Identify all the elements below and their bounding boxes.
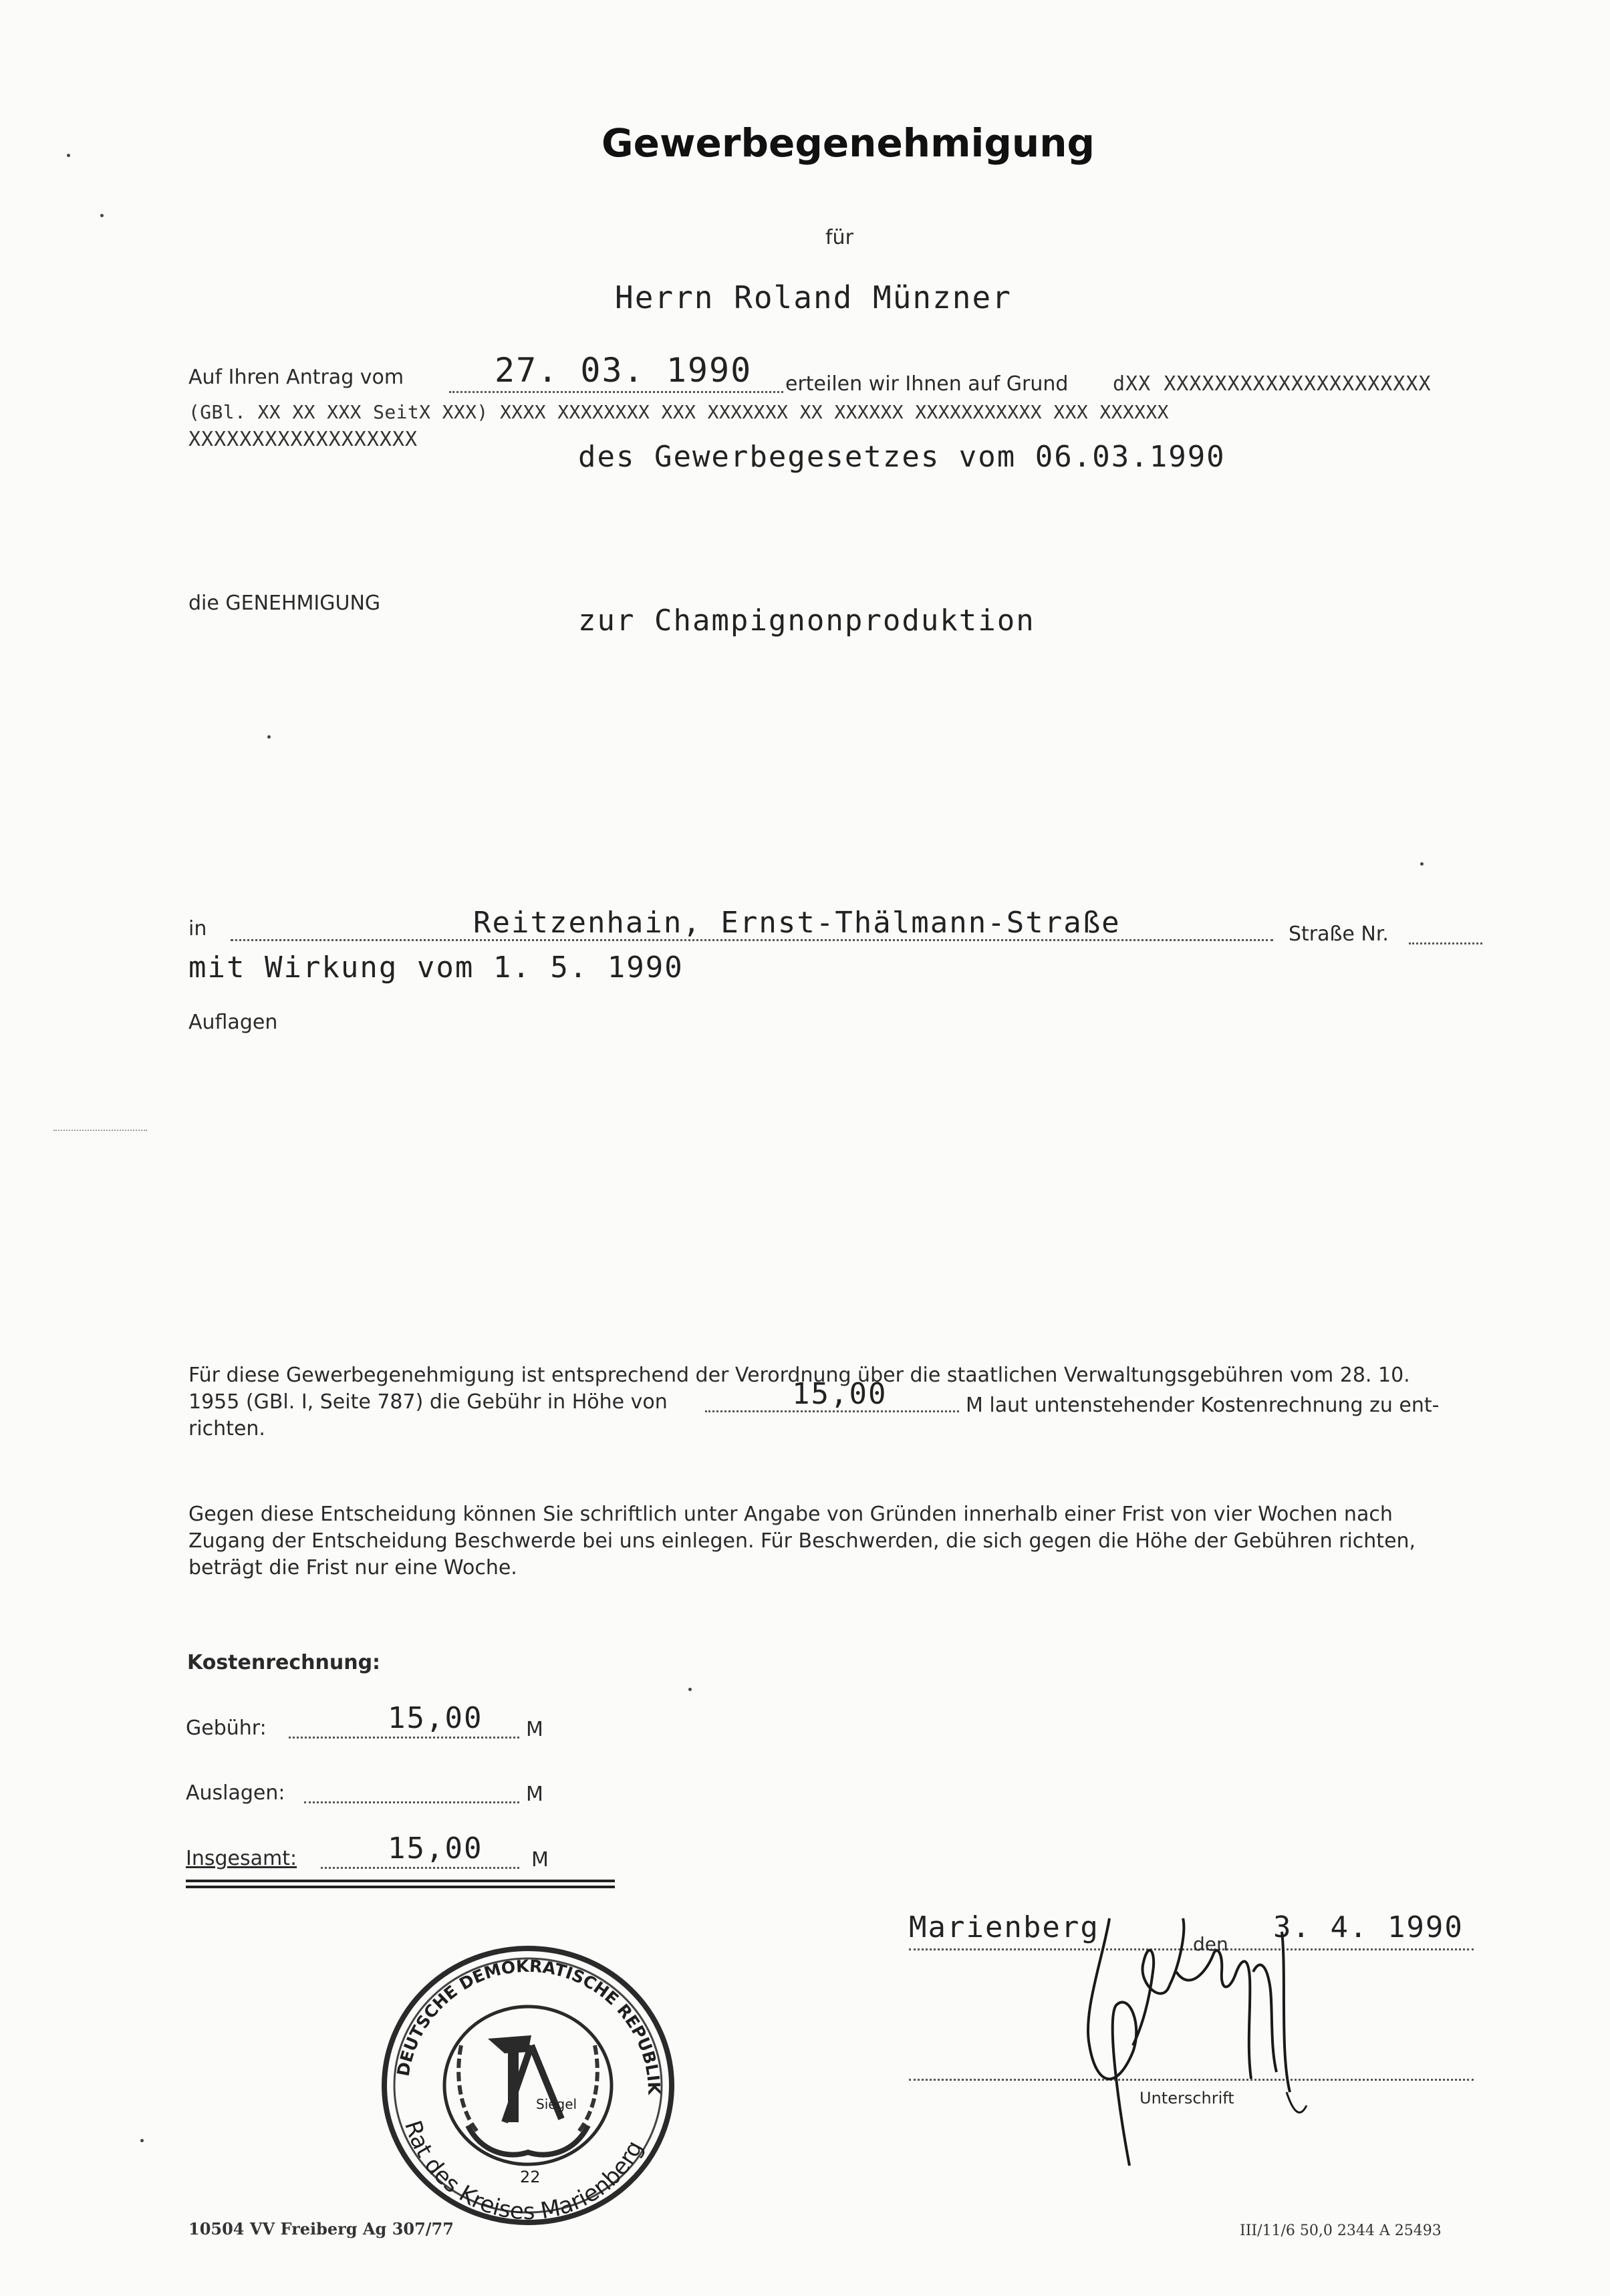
fee-amount: 15,00 <box>792 1377 888 1411</box>
appeal-paragraph-line-3: beträgt die Frist nur eine Woche. <box>188 1556 517 1579</box>
seal-top-text: DEUTSCHE DEMOKRATISCHE REPUBLIK <box>393 1956 664 2095</box>
fee-paragraph-line-2b: M laut untenstehender Kostenrechnung zu ent- <box>966 1394 1440 1417</box>
official-seal <box>361 1925 695 2239</box>
document-title: Gewerbegenehmigung <box>601 120 1095 166</box>
appeal-paragraph-line-1: Gegen diese Entscheidung können Sie schriftlich unter Angabe von Gründen innerhalb einer Frist von vier Wochen nach <box>188 1503 1393 1526</box>
footer-right: III/11/6 50,0 2344 A 25493 <box>1240 2222 1442 2239</box>
application-label: Auf Ihren Antrag vom <box>188 366 404 389</box>
cost-row-label-total: Insgesamt: <box>186 1847 297 1870</box>
struck-text-line-2: (GBl. XX XX XXX SeitX XXX) XXXX XXXXXXXX XXX XXXXXXX XX XXXXXX XXXXXXXXXXX XXX XXXXXX <box>188 401 1169 423</box>
appeal-paragraph-line-2: Zugang der Entscheidung Beschwerde bei uns einlegen. Für Beschwerden, die sich gegen die Höhe der Gebühren richten, <box>188 1529 1416 1553</box>
struck-text-line-1: dXX XXXXXXXXXXXXXXXXXXXXX <box>1113 372 1432 396</box>
signature-date: 3. 4. 1990 <box>1273 1910 1464 1944</box>
fee-paragraph-line-2a: 1955 (GBl. I, Seite 787) die Gebühr in Höhe von <box>188 1390 668 1414</box>
in-label: in <box>188 917 207 940</box>
costs-heading: Kostenrechnung: <box>187 1651 381 1674</box>
signature-label: Unterschrift <box>1139 2089 1234 2108</box>
seal-number: 22 <box>520 2168 541 2186</box>
cost-row-unit-expenses: M <box>526 1783 543 1806</box>
cost-row-unit-total: M <box>531 1848 549 1872</box>
grant-text: erteilen wir Ihnen auf Grund <box>785 372 1069 396</box>
recipient-name: Herrn Roland Münzner <box>615 279 1012 315</box>
effective-date: mit Wirkung vom 1. 5. 1990 <box>188 950 684 985</box>
cost-row-unit-fee: M <box>526 1718 543 1741</box>
fee-paragraph-line-1: Für diese Gewerbegenehmigung ist entsprechend der Verordnung über die staatlichen Verwaltungsgebühren vom 28. 10. <box>188 1364 1410 1387</box>
cost-row-label-fee: Gebühr: <box>186 1716 267 1740</box>
footer-left: 10504 VV Freiberg Ag 307/77 <box>188 2219 454 2239</box>
cost-row-value-fee: 15,00 <box>388 1701 483 1735</box>
fuer-label: für <box>825 226 853 249</box>
seal-bottom-text: Rat des Kreises Marienberg <box>399 2117 649 2226</box>
cost-row-value-total: 15,00 <box>388 1831 483 1866</box>
permission-value: zur Champignonproduktion <box>578 604 1035 638</box>
signature-place: Marienberg <box>909 1910 1099 1944</box>
location-value: Reitzenhain, Ernst-Thälmann-Straße <box>473 906 1121 940</box>
den-label: den <box>1193 1933 1228 1955</box>
conditions-label: Auflagen <box>188 1011 278 1034</box>
seal-center-label: Siegel <box>536 2096 577 2112</box>
fee-paragraph-line-3: richten. <box>188 1417 265 1440</box>
cost-row-label-expenses: Auslagen: <box>186 1781 285 1805</box>
handwritten-signature <box>1069 1892 1350 2172</box>
permission-label: die GENEHMIGUNG <box>188 592 381 615</box>
struck-text-line-3: XXXXXXXXXXXXXXXXXX <box>188 428 418 451</box>
law-basis: des Gewerbegesetzes vom 06.03.1990 <box>578 440 1226 474</box>
application-date: 27. 03. 1990 <box>495 351 753 390</box>
total-double-rule <box>186 1880 615 1888</box>
street-label: Straße Nr. <box>1289 922 1389 946</box>
